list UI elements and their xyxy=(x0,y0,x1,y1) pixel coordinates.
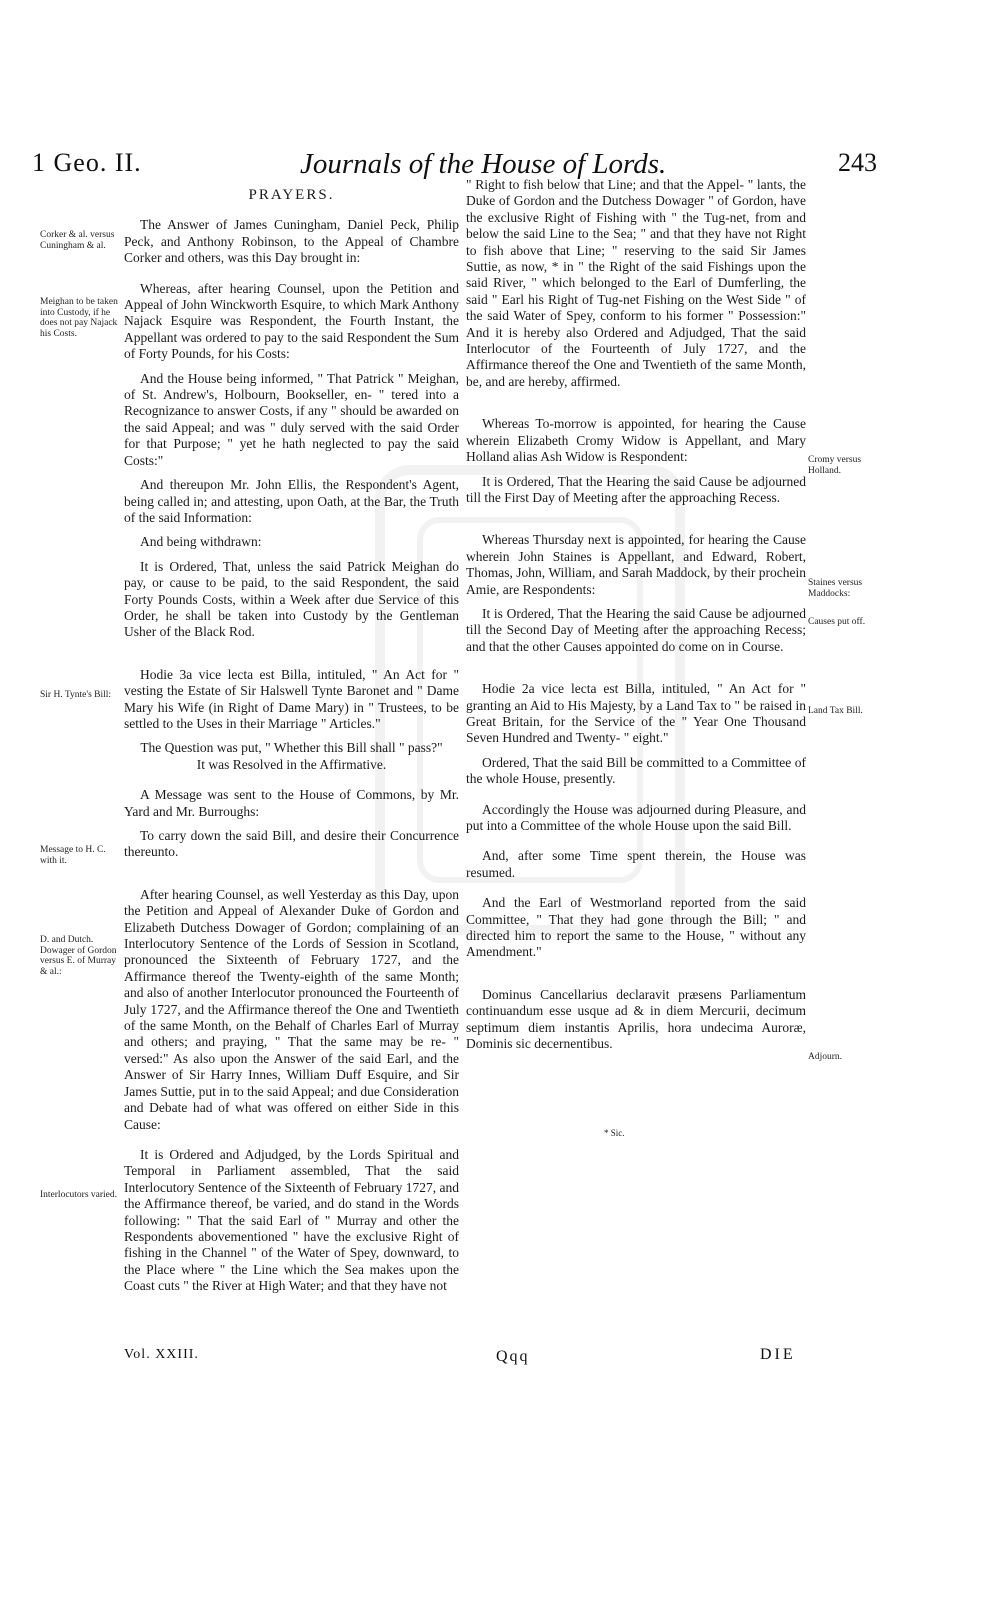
paragraph-westmorland-report: And the Earl of Westmorland reported from the said Committee, " That they had gone through the Bill; " and directed him to report the same to the House, " without any Amendment." xyxy=(466,895,806,960)
signature-mark: Qqq xyxy=(496,1348,530,1365)
paragraph-order-custody: It is Ordered, That, unless the said Patrick Meighan do pay, or cause to be paid, to the said Respondent, the said Forty Pounds Costs, within a Week after due Service of this Order, he shall be taken into Custody by the Gentleman Usher of the Black Rod. xyxy=(124,558,459,640)
paragraph-committed: Ordered, That the said Bill be committed to a Committee of the whole House, presently. xyxy=(466,754,806,787)
margin-note-message: Message to H. C. with it. xyxy=(40,845,106,866)
margin-note-interlocutors: Interlocutors varied. xyxy=(40,1190,118,1200)
paragraph-ellis: And thereupon Mr. John Ellis, the Respondent's Agent, being called in; and attesting, upon Oath, at the Bar, the Truth of the said Information: xyxy=(124,477,459,525)
page-number: 243 xyxy=(838,148,877,177)
paragraph-withdrawn: And being withdrawn: xyxy=(140,534,262,550)
margin-note-cromy: Cromy versus Holland. xyxy=(808,455,862,476)
paragraph-interlocutor-order: It is Ordered and Adjudged, by the Lords Spiritual and Temporal in Parliament assembled, That the said Interlocutory Sentence of the Sixteenth of February 1727, and the Affirmance thereof, be varied, and do stand in the Words following: " That the said Earl of " Murray and other the Respondents abovementioned " have the exclusive Right of fishing in the Channel " of the Water of Spey, downward, to the Place where " the Line which the Sea makes upon the Coast cuts " the River at High Water; and that they have not xyxy=(124,1146,459,1294)
paragraph-cromy-adjourn: It is Ordered, That the Hearing the said Cause be adjourned till the First Day of Meeting after the approaching Recess. xyxy=(466,473,806,505)
paragraph-corker-answer: The Answer of James Cuningham, Daniel Peck, Philip Peck, and Anthony Robinson, to the Appeal of Chambre Corker and others, was this Day brought in: xyxy=(124,217,459,266)
margin-note-causes: Causes put off. xyxy=(808,617,866,627)
section-title: PRAYERS. xyxy=(248,187,335,203)
paragraph-meighan-info: And the House being informed, " That Patrick " Meighan, of St. Andrew's, Holbourn, Bookseller, en- " tered into a Recognizance to answer Costs, if any " should be awarded on the said Appeal; and was " duly served with the said Order for that Purpose; " yet he hath neglected to pay the said Costs:" xyxy=(124,370,459,468)
paragraph-resumed: And, after some Time spent therein, the House was resumed. xyxy=(466,848,806,880)
margin-note-staines: Staines versus Maddocks: xyxy=(808,578,863,599)
paragraph-committee: Accordingly the House was adjourned during Pleasure, and put into a Committee of the whole House upon the said Bill. xyxy=(466,801,806,833)
paragraph-staines-cause: Whereas Thursday next is appointed, for hearing the Cause wherein John Staines is Appellant, and Edward, Robert, Thomas, John, William, and Sarah Maddock, by their prochein Amie, are Respondents: xyxy=(466,532,806,597)
paragraph-gordon-appeal: After hearing Counsel, as well Yesterday as this Day, upon the Petition and Appeal of Alexander Duke of Gordon and Elizabeth Dutchess Dowager of Gordon; complaining of an Interlocutory Sentence of the Lords of Session in Scotland, pronounced the Sixteenth of February 1727, and the Affirmance thereof the Twenty-eighth of the same Month; and also of another Interlocutor pronounced the Fourteenth of July 1727, and the Affirmance thereof the One and Twentieth of the same Month, on the Behalf of Charles Earl of Murray and others; and praying, " That the same may be re- " versed:" As also upon the Answer of the said Earl, and the Answer of Sir Harry Innes, William Duff Esquire, and Sir James Suttie, put in to the said Appeal; and due Consideration and Debate had of what was offered on either Side in this Cause: xyxy=(124,886,459,1132)
right-column xyxy=(466,177,806,1052)
margin-note-corker: Corker & al. versus Cuningham & al. xyxy=(40,230,115,251)
paragraph-cromy-cause: Whereas To-morrow is appointed, for hearing the Cause wherein Elizabeth Cromy Widow is Appellant, and Mary Holland alias Ash Widow is Respondent: xyxy=(466,416,806,465)
running-head-regnal-year: 1 Geo. II. xyxy=(32,148,142,177)
running-head-title: Journals of the House of Lords. xyxy=(300,148,667,180)
paragraph-winckworth: Whereas, after hearing Counsel, upon the Petition and Appeal of John Winckworth Esquire, to which Mark Anthony Najack Esquire was Respondent, the Fourth Instant, the Appellant was ordered to pay to the said Respondent the Sum of Forty Pounds, for his Costs: xyxy=(124,280,459,362)
volume-label: Vol. XXIII. xyxy=(124,1347,199,1362)
paragraph-staines-adjourn: It is Ordered, That the Hearing the said Cause be adjourned till the Second Day of Meeting after the approaching Recess; and that the other Causes appointed do come on in Course. xyxy=(466,605,806,654)
paragraph-question: The Question was put, " Whether this Bill shall " pass?" xyxy=(140,740,443,756)
margin-note-meighan: Meighan to be taken into Custody, if he does not pay Najack his Costs. xyxy=(40,297,118,339)
margin-note-gordon: D. and Dutch. Dowager of Gordon versus E. of Murray & al.: xyxy=(40,935,117,977)
paragraph-fishing-right: " Right to fish below that Line; and that the Appel- " lants, the Duke of Gordon and the Dutchess Dowager " of Gordon, have the exclusive Right of Fishing with " the Tug-net, from and below the said Line to the Sea; " and that they have not Right to fish above that Line; " reserving to the said Sir James Suttie, as now, * in " the Right of the said Fishings upon the said River, " which belonged to the Earl of Dumferling, the said " Earl his Right of Tug-net Fishing on the West Side " of the said Water of Spey, conform to his former " Possession:" And it is hereby also Ordered and Adjudged, That the said Interlocutor of the Fourteenth of July 1727, and the Affirmance thereof the One and Twentieth of the same Month, be, and are hereby, affirmed. xyxy=(466,177,806,389)
margin-note-tynte: Sir H. Tynte's Bill: xyxy=(40,690,112,700)
left-column xyxy=(124,177,459,1295)
paragraph-resolved: It was Resolved in the Affirmative. xyxy=(196,756,387,772)
catchword: DIE xyxy=(760,1346,796,1363)
margin-note-adjourn: Adjourn. xyxy=(808,1052,843,1062)
paragraph-adjournment-latin: Dominus Cancellarius declaravit præsens Parliamentum continuandum esse usque ad & in diem Mercurii, decimum septimum diem instantis Aprilis, hora undecima Auroræ, Dominis sic decernentibus. xyxy=(466,986,806,1052)
sic-note: * Sic. xyxy=(604,1128,625,1138)
margin-note-land-tax: Land Tax Bill. xyxy=(808,706,863,716)
paragraph-land-tax-bill: Hodie 2a vice lecta est Billa, intituled, " An Act for " granting an Aid to His Majesty, by a Land Tax to " be raised in Great Britain, for the Service of the " Year One Thousand Seven Hundred and Twenty- " eight." xyxy=(466,681,806,746)
paragraph-tynte-bill: Hodie 3a vice lecta est Billa, intituled, " An Act for " vesting the Estate of Sir Halswell Tynte Baronet and " Dame Mary his Wife (in Right of Dame Mary) in " Trustees, to be settled to the Uses in their Marriage " Articles." xyxy=(124,666,459,731)
paragraph-message: A Message was sent to the House of Commons, by Mr. Yard and Mr. Burroughs: xyxy=(124,787,459,819)
paragraph-concurrence: To carry down the said Bill, and desire their Concurrence thereunto. xyxy=(124,828,459,860)
